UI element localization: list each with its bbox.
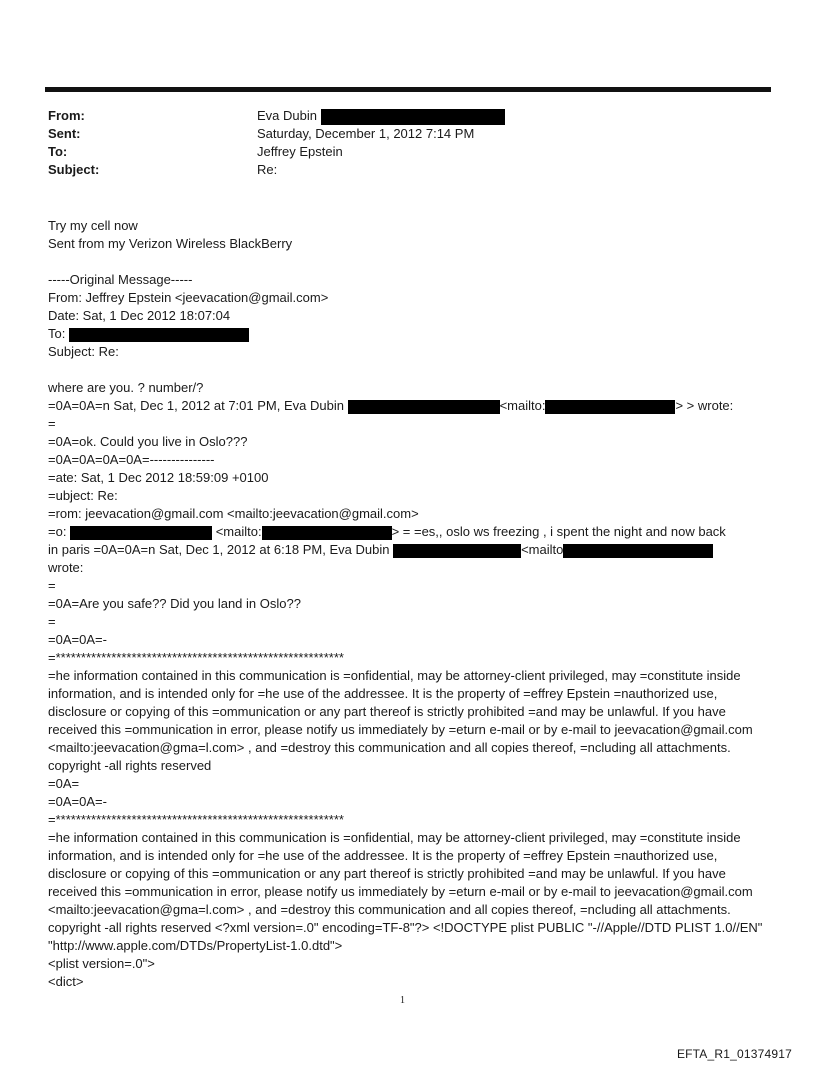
thread-line: where are you. ? number/? xyxy=(48,380,204,395)
subject-label: Subject: xyxy=(48,162,100,177)
thread-line: wrote: xyxy=(48,560,84,575)
thread-line: =0A=Are you safe?? Did you land in Oslo?? xyxy=(48,596,301,611)
thread-line: = xyxy=(48,416,56,431)
original-to: To: xyxy=(48,325,773,343)
thread-line: =0A=0A=0A=0A=--------------- xyxy=(48,452,215,467)
thread-line: = xyxy=(48,614,56,629)
thread-line: =0A=0A=n Sat, Dec 1, 2012 at 7:01 PM, Eva Dubin <mailto: > > wrote: xyxy=(48,398,734,413)
sent-value: Saturday, December 1, 2012 7:14 PM xyxy=(257,126,475,141)
thread-line: =0A=0A=- xyxy=(48,632,107,647)
redaction-box xyxy=(70,526,212,540)
from-value: Eva Dubin xyxy=(257,107,505,125)
plist-line: <plist version=.0"> xyxy=(48,956,155,971)
thread-line: in paris =0A=0A=n Sat, Dec 1, 2012 at 6:18 PM, Eva Dubin <mailto xyxy=(48,541,773,559)
thread-line: =rom: jeevacation@gmail.com <mailto:jeevacation@gmail.com> xyxy=(48,506,419,521)
to-value: Jeffrey Epstein xyxy=(257,144,343,159)
bates-number: EFTA_R1_01374917 xyxy=(676,1047,792,1061)
sent-label: Sent: xyxy=(48,126,81,141)
redaction-box xyxy=(563,544,713,558)
reply-line: Try my cell now xyxy=(48,218,138,233)
to-label: To: xyxy=(48,144,68,159)
redaction-box xyxy=(545,400,675,414)
email-body xyxy=(48,217,773,991)
dict-line: <dict> xyxy=(48,974,84,989)
page-number: 1 xyxy=(400,995,405,1006)
disclaimer: =he information contained in this communication is =onfidential, may be attorney-client privileged, may =constitute inside information, and is intended only for =he use of the addressee. It is the property of =effrey Epstein =nauthorized use, disclosure or copying of this =ommunication or any part thereof is strictly prohibited =and may be unlawful. If you have received this =ommunication in error, please notify us immediately by =eturn e-mail or by e-mail to jeevacation@gmail.com <mailto:jeevacation@gma=l.com> , and =destroy this communication and all copies thereof, =ncluding all attachments. copyright -all rights reserved xyxy=(48,668,753,773)
thread-line: =o: <mailto: > = =es,, oslo ws freezing , i spent the night and now back xyxy=(48,524,726,539)
original-from: From: Jeffrey Epstein <jeevacation@gmail.com> xyxy=(48,290,329,305)
reply-signature: Sent from my Verizon Wireless BlackBerry xyxy=(48,236,293,251)
redaction-box xyxy=(321,109,505,125)
thread-line: =0A=0A=- xyxy=(48,794,107,809)
from-label: From: xyxy=(48,108,85,123)
redaction-box xyxy=(262,526,392,540)
thread-line: =ate: Sat, 1 Dec 2012 18:59:09 +0100 xyxy=(48,470,269,485)
original-date: Date: Sat, 1 Dec 2012 18:07:04 xyxy=(48,308,231,323)
thread-line: =0A= xyxy=(48,776,80,791)
original-marker: -----Original Message----- xyxy=(48,272,193,287)
stars-divider: =********************************************************* xyxy=(48,812,344,827)
subject-value: Re: xyxy=(257,162,278,177)
thread-line: =0A=ok. Could you live in Oslo??? xyxy=(48,434,248,449)
redaction-box xyxy=(348,400,500,414)
redaction-box xyxy=(69,328,249,342)
redaction-box xyxy=(393,544,521,558)
thread-line: = xyxy=(48,578,56,593)
header-rule xyxy=(45,87,771,92)
disclaimer: =he information contained in this communication is =onfidential, may be attorney-client privileged, may =constitute inside information, and is intended only for =he use of the addressee. It is the property of =effrey Epstein =nauthorized use, disclosure or copying of this =ommunication or any part thereof is strictly prohibited =and may be unlawful. If you have received this =ommunication in error, please notify us immediately by =eturn e-mail or by e-mail to jeevacation@gmail.com <mailto:jeevacation@gma=l.com> , and =destroy this communication and all copies thereof, =ncluding all attachments. copyright -all rights reserved <?xml version=.0" encoding=TF-8"?> <!DOCTYPE plist PUBLIC "-//Apple//DTD PLIST 1.0//EN" "http://www.apple.com/DTDs/PropertyList-1.0.dtd"> xyxy=(48,830,763,953)
original-subject: Subject: Re: xyxy=(48,344,119,359)
thread-line: =ubject: Re: xyxy=(48,488,118,503)
stars-divider: =********************************************************* xyxy=(48,650,344,665)
